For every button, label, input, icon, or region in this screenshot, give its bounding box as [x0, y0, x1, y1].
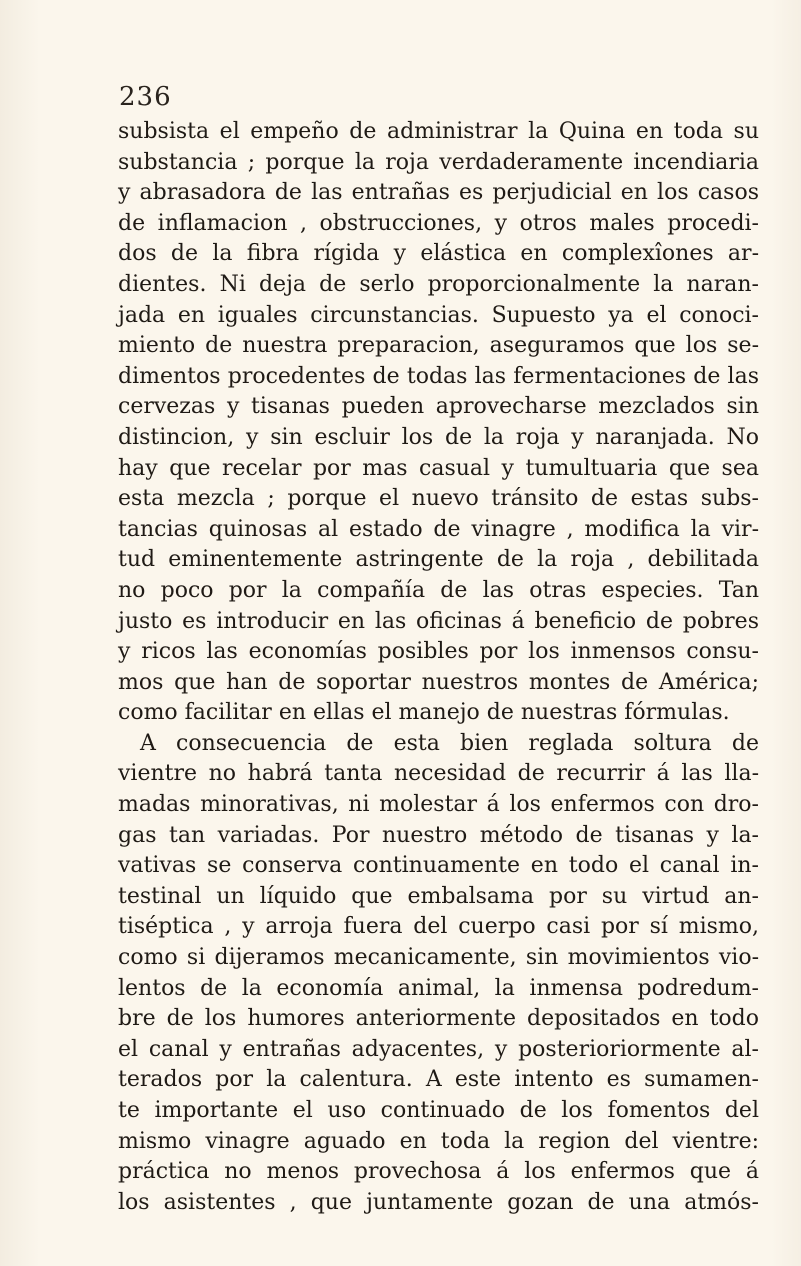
text-line: gas tan variadas. Por nuestro método de tisanas y la- [118, 822, 759, 848]
text-line: bre de los humores anteriormente depositados en todo [118, 1006, 759, 1032]
text-line: mismo vinagre aguado en toda la region del vientre: [118, 1128, 759, 1154]
text-line: mos que han de soportar nuestros montes de América; [118, 669, 759, 695]
text-line: testinal un líquido que embalsama por su virtud an- [118, 883, 759, 909]
text-line: tud eminentemente astringente de la roja , debilitada [118, 547, 759, 573]
text-line: subsista el empeño de administrar la Quina en toda su [118, 119, 759, 144]
text-line: hay que recelar por mas casual y tumultuaria que sea [118, 455, 759, 481]
text-line: esta mezcla ; porque el nuevo tránsito de estas subs- [118, 486, 759, 512]
text-line: justo es introducir en las oficinas á beneficio de pobres [118, 608, 759, 634]
text-line-paragraph-end: como facilitar en ellas el manejo de nuestras fórmulas. [118, 700, 730, 726]
text-line: el canal y entrañas adyacentes, y posterioriormente al- [118, 1036, 759, 1062]
text-line: terados por la calentura. A este intento es sumamen- [118, 1067, 759, 1093]
text-line: cervezas y tisanas pueden aprovecharse mezclados sin [118, 394, 759, 420]
text-line: de inflamacion , obstrucciones, y otros males procedi- [118, 210, 759, 236]
text-line: práctica no menos provechosa á los enfermos que á [118, 1159, 759, 1185]
text-line: lentos de la economía animal, la inmensa podredum- [118, 975, 759, 1001]
text-line: madas minorativas, ni molestar á los enfermos con dro- [118, 792, 759, 818]
body-text [118, 117, 759, 1218]
text-line: substancia ; porque la roja verdaderamente incendiaria [118, 149, 759, 175]
text-line: dos de la fibra rígida y elástica en complexîones ar- [118, 241, 759, 267]
text-line: como si dijeramos mecanicamente, sin movimientos vio- [118, 945, 759, 971]
text-line-paragraph-start: A consecuencia de esta bien reglada soltura de [140, 730, 759, 756]
text-line: tiséptica , y arroja fuera del cuerpo casi por sí mismo, [118, 914, 759, 940]
text-line: y ricos las economías posibles por los inmensos consu- [118, 639, 759, 665]
text-line: distincion, y sin escluir los de la roja y naranjada. No [118, 424, 759, 450]
text-line: los asistentes , que juntamente gozan de una atmós- [118, 1189, 759, 1215]
text-line: tancias quinosas al estado de vinagre , modifica la vir- [118, 516, 759, 542]
text-line: jada en iguales circunstancias. Supuesto ya el conoci- [118, 302, 759, 328]
text-line: dimentos procedentes de todas las fermentaciones de las [118, 363, 759, 389]
text-line: vientre no habrá tanta necesidad de recurrir á las lla- [118, 761, 759, 787]
text-line: y abrasadora de las entrañas es perjudicial en los casos [118, 180, 759, 206]
text-line: vativas se conserva continuamente en todo el canal in- [118, 853, 759, 879]
text-line: no poco por la compañía de las otras especies. Tan [118, 577, 759, 603]
text-line: te importante el uso continuado de los fomentos del [118, 1098, 759, 1123]
page-number: 236 [119, 82, 172, 112]
text-line: miento de nuestra preparacion, aseguramos que los se- [118, 333, 759, 359]
text-line: dientes. Ni deja de serlo proporcionalmente la naran- [118, 271, 759, 297]
